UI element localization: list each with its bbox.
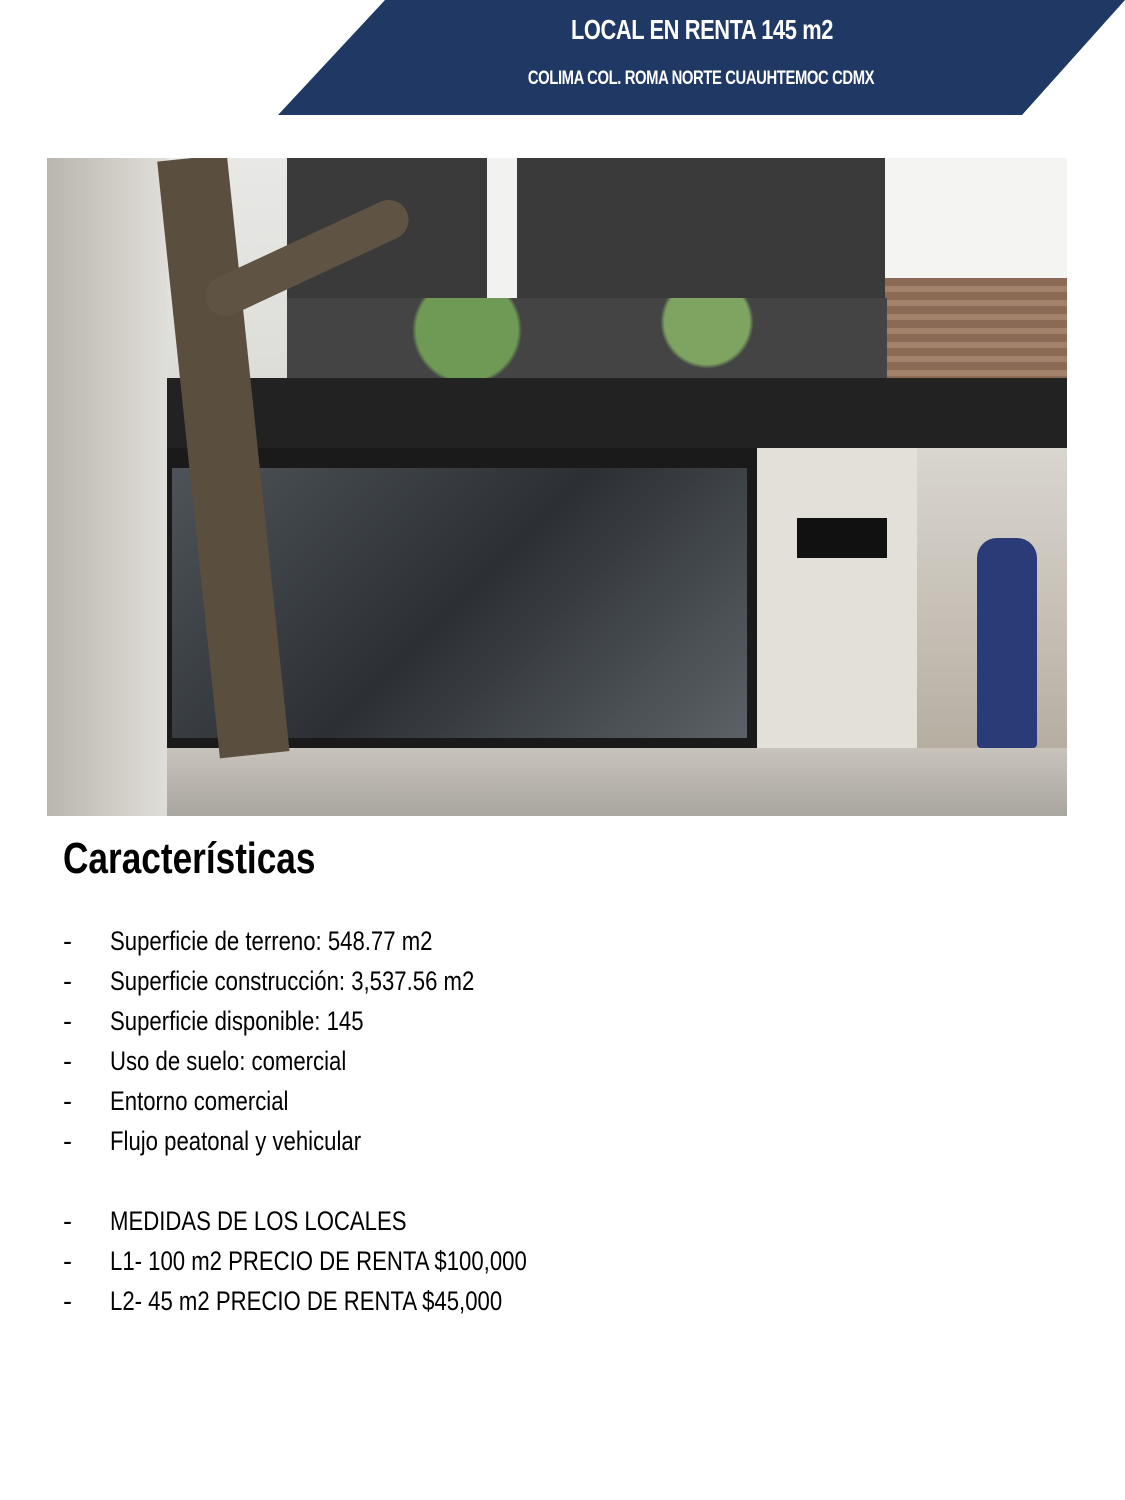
listing-address: COLIMA COL. ROMA NORTE CUAUHTEMOC CDMX [528,68,875,89]
listing-title: LOCAL EN RENTA 145 m2 [570,14,833,45]
header-banner [0,0,1125,116]
property-photo [47,158,1067,816]
section-heading: Características [63,834,316,883]
